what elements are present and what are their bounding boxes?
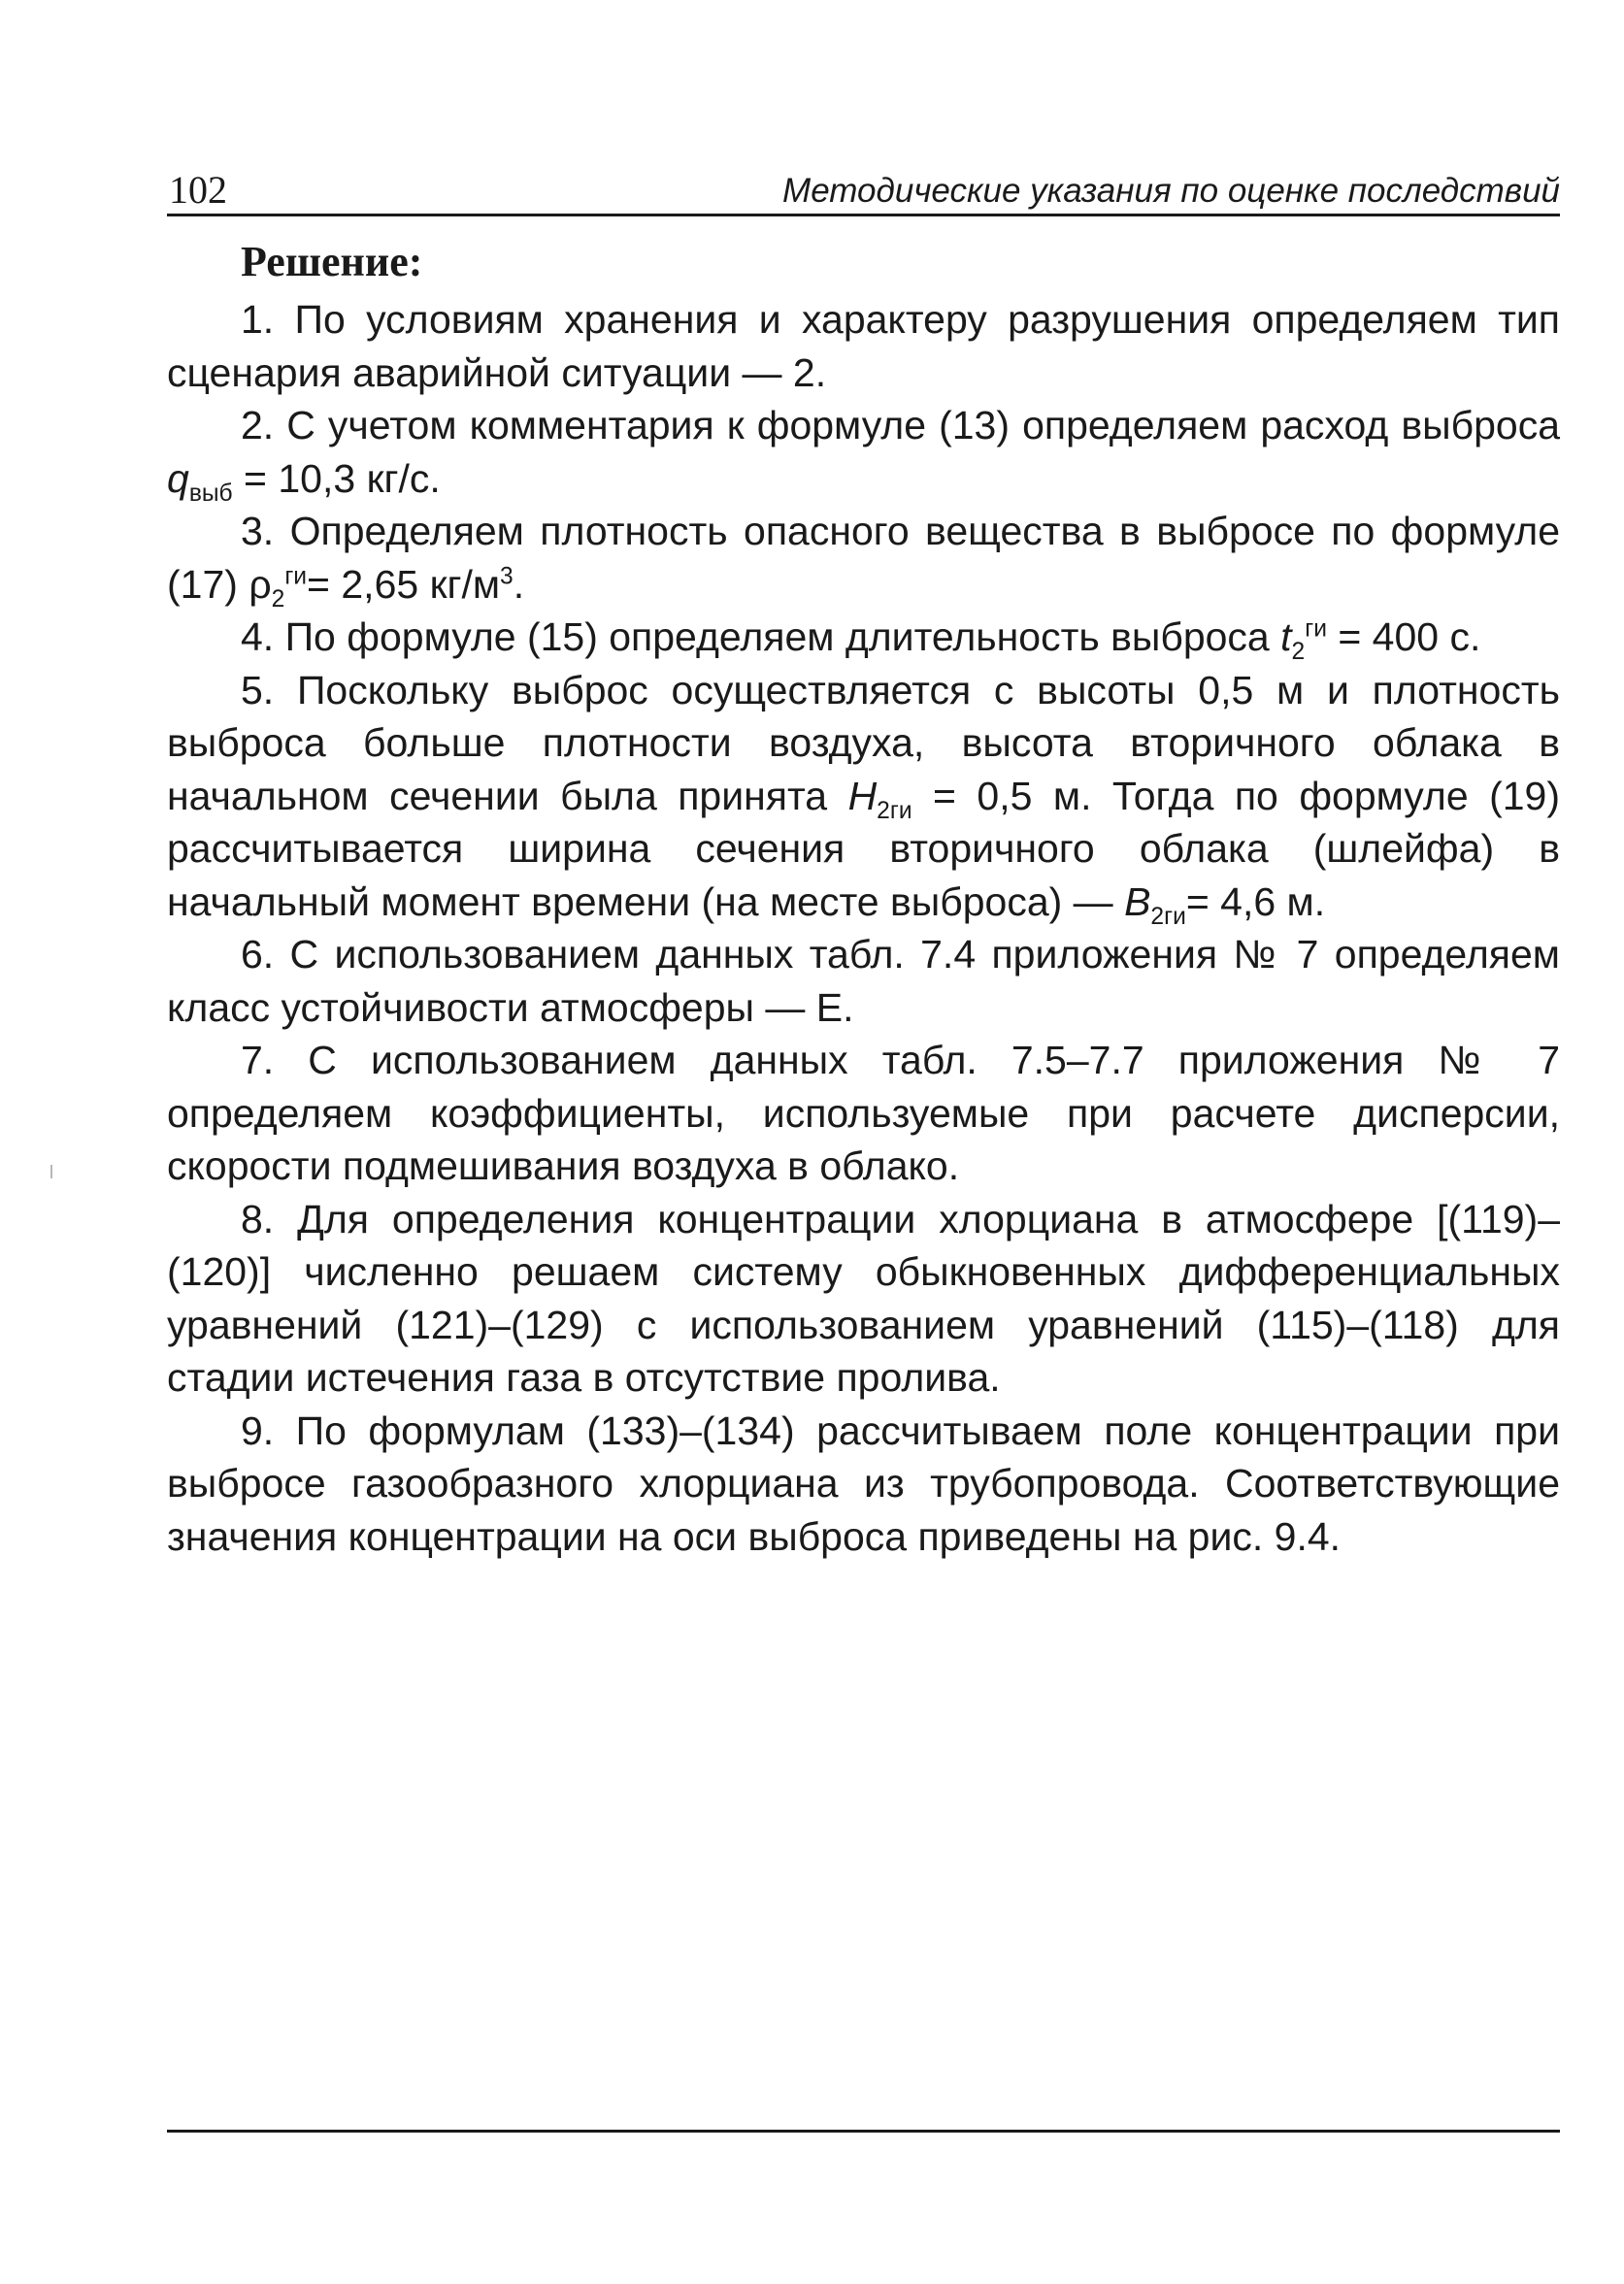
release-rate-subscript: выб [188, 480, 233, 507]
step-2-text: 2. С учетом комментария к формуле (13) определяем расход выброса [241, 403, 1560, 447]
solution-heading: Решение: [241, 238, 423, 285]
step-4 [167, 611, 1560, 664]
step-4-text: 4. По формуле (15) определяем длительность выброса [241, 614, 1281, 659]
cloud-width-symbol: B [1124, 878, 1151, 924]
running-title: Методические указания по оценке последствий [782, 172, 1560, 210]
step-9: 9. По формулам (133)–(134) рассчитываем поле концентрации при выбросе газообразного хлорциана из трубопровода. Соответствующие значения концентрации на оси выброса приведены на рис. 9.4. [167, 1407, 1560, 1559]
step-8: 8. Для определения концентрации хлорциана в атмосфере [(119)–(120)] численно решаем систему обыкновенных дифференциальных уравнений (121)–(129) с использованием уравнений (115)–(118) для стадии истечения газа в отсутствие пролива. [167, 1196, 1560, 1400]
cloud-width-subscript: 2ги [1150, 903, 1186, 930]
step-6: 6. С использованием данных табл. 7.4 приложения № 7 определяем класс устойчивости атмосферы — Е. [167, 932, 1560, 1030]
density-value: = 2,65 кг/м [307, 561, 501, 607]
duration-value: = 400 с. [1326, 614, 1481, 659]
page-body [167, 236, 1560, 1563]
release-rate-value: = 10,3 кг/с. [232, 455, 441, 501]
step-5-middle: = 0,5 м. Тогда по формуле (19) рассчитывается ширина сечения вторичного облака (шлейфа) в начальный момент времени (на месте выброса) — [167, 773, 1560, 924]
cloud-height-subscript: 2ги [877, 797, 912, 824]
duration-superscript: ги [1305, 615, 1327, 643]
density-superscript: ги [284, 562, 308, 589]
step-3-end: . [513, 561, 525, 607]
cloud-width-value: = 4,6 м. [1185, 878, 1326, 924]
step-3 [167, 505, 1560, 611]
step-5-text: 5. Поскольку выброс осуществляется с высоты 0,5 м и плотность выброса больше плотности воздуха, высота вторичного облака в начальном сечении была принята [167, 667, 1560, 818]
density-symbol: ρ [249, 561, 272, 607]
release-rate-symbol: q [167, 455, 189, 501]
density-subscript: 2 [271, 585, 285, 612]
page-number: 102 [169, 168, 227, 212]
duration-symbol: t [1280, 614, 1292, 659]
cloud-height-symbol: H [847, 773, 878, 818]
scan-margin-mark [50, 1165, 52, 1178]
step-7: 7. С использованием данных табл. 7.5–7.7 приложения № 7 определяем коэффициенты, используемые при расчете дисперсии, скорости подмешивания воздуха в облако. [167, 1038, 1560, 1188]
step-2 [167, 399, 1560, 505]
step-3-text: 3. Определяем плотность опасного вещества в выбросе по формуле (17) [167, 509, 1560, 607]
footer-rule [167, 2130, 1560, 2133]
step-5 [167, 664, 1560, 929]
page-header [167, 163, 1560, 216]
step-1: 1. По условиям хранения и характеру разрушения определяем тип сценария аварийной ситуации — 2. [167, 297, 1560, 395]
duration-subscript: 2 [1291, 639, 1306, 666]
density-unit-power: 3 [500, 562, 514, 589]
